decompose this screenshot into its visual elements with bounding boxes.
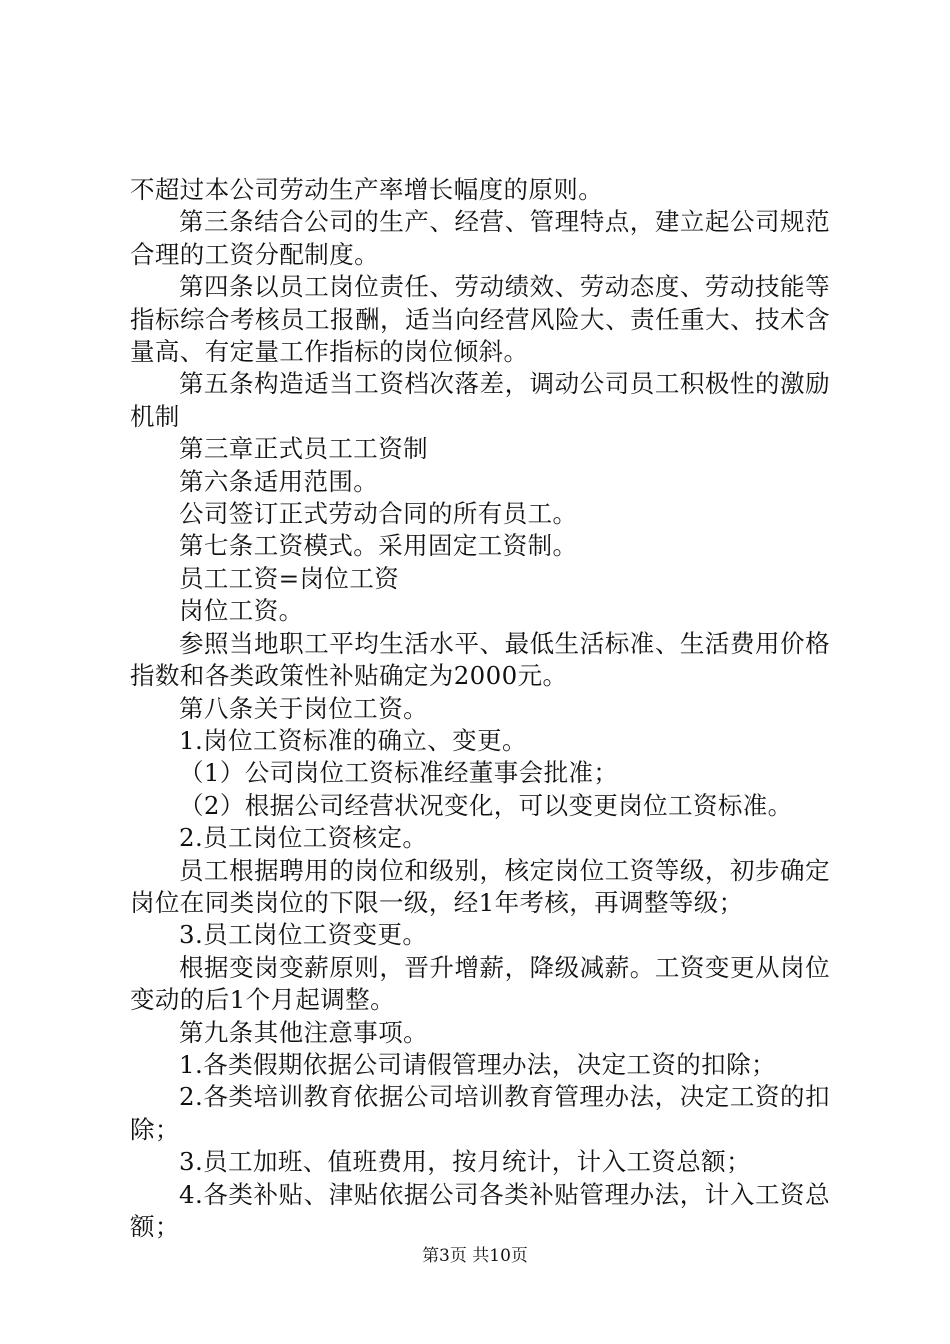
paragraph: 第四条以员工岗位责任、劳动绩效、劳动态度、劳动技能等指标综合考核员工报酬，适当向经营风险大、责任重大、技术含量高、有定量工作指标的岗位倾斜。 xyxy=(130,272,830,367)
paragraph: 第六条适用范围。 xyxy=(179,466,379,496)
paragraph: 4.各类补贴、津贴依据公司各类补贴管理办法，计入工资总额； xyxy=(130,1179,830,1241)
paragraph: 第九条其他注意事项。 xyxy=(179,1017,428,1047)
chapter-heading: 第三章正式员工工资制 xyxy=(179,434,428,464)
paragraph: 根据变岗变薪原则，晋升增薪，降级减薪。工资变更从岗位变动的后1个月起调整。 xyxy=(130,952,830,1015)
paragraph: 3.员工加班、值班费用，按月统计，计入工资总额； xyxy=(179,1147,751,1177)
page-number-footer: 第3页 共10页 xyxy=(422,1246,528,1266)
paragraph: （2）根据公司经营状况变化，可以变更岗位工资标准。 xyxy=(179,790,793,820)
document-body xyxy=(130,174,830,1243)
paragraph: 不超过本公司劳动生产率增长幅度的原则。 xyxy=(130,175,604,204)
paragraph: 岗位工资。 xyxy=(179,596,304,626)
paragraph: 第七条工资模式。采用固定工资制。 xyxy=(179,531,578,561)
paragraph: 2.员工岗位工资核定。 xyxy=(179,823,428,853)
paragraph: 1.岗位工资标准的确立、变更。 xyxy=(179,725,527,755)
paragraph: 公司签订正式劳动合同的所有员工。 xyxy=(179,499,578,529)
paragraph: 第八条关于岗位工资。 xyxy=(179,693,428,723)
paragraph: 员工工资=岗位工资 xyxy=(179,563,400,593)
paragraph: 第五条构造适当工资档次落差，调动公司员工积极性的激励机制 xyxy=(130,369,830,431)
paragraph: 第三条结合公司的生产、经营、管理特点，建立起公司规范合理的工资分配制度。 xyxy=(130,207,830,269)
paragraph: 参照当地职工平均生活水平、最低生活标准、生活费用价格指数和各类政策性补贴确定为2000元。 xyxy=(130,628,830,691)
paragraph: 2.各类培训教育依据公司培训教育管理办法，决定工资的扣除； xyxy=(130,1082,830,1144)
paragraph: 1.各类假期依据公司请假管理办法，决定工资的扣除； xyxy=(179,1049,776,1079)
paragraph: （1）公司岗位工资标准经董事会批准； xyxy=(179,758,619,788)
paragraph: 员工根据聘用的岗位和级别，核定岗位工资等级，初步确定岗位在同类岗位的下限一级，经1年考核，再调整等级； xyxy=(130,855,830,917)
paragraph: 3.员工岗位工资变更。 xyxy=(179,920,428,950)
